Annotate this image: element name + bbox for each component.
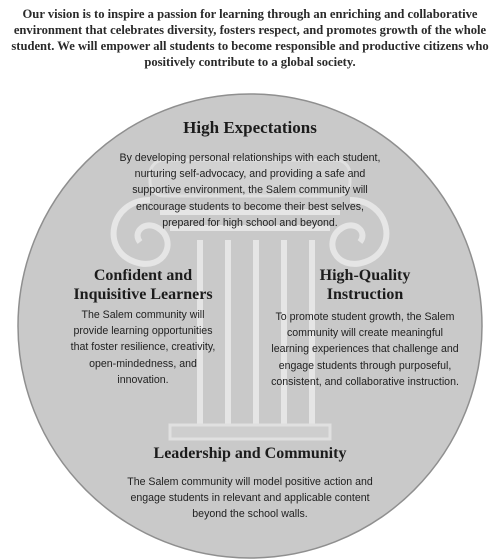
section-body-confident-learners: The Salem community will provide learning opportunities that foster resilience, creativity, open-mindedness, and innovation. (70, 309, 216, 386)
section-title-high-quality-instruction: High-Quality Instruction (319, 267, 411, 303)
section-title-confident-learners: Confident and Inquisitive Learners (73, 267, 213, 303)
section-title-high-expectations: High Expectations (183, 118, 317, 137)
section-body-leadership-community: The Salem community will model positive action and engage students in relevant and applicable content beyond the school walls. (127, 476, 373, 521)
section-title-leadership-community: Leadership and Community (153, 445, 347, 462)
section-body-high-quality-instruction: To promote student growth, the Salem community will create meaningful learning experiences that challenge and engage students through purposeful, consistent, and collaborative instruction. (271, 311, 459, 388)
vision-statement: Our vision is to inspire a passion for learning through an enriching and collaborative environment that celebrates diversity, fosters respect, and promotes growth of the whole student. We will empower all students to become responsible and productive citizens who positively contribute to a global society. (11, 7, 489, 69)
section-body-high-expectations: By developing personal relationships with each student, nurturing self-advocacy, and providing a safe and supportive environment, the Salem community will encourage students to become their best selves, prepared for high school and beyond. (119, 152, 381, 229)
